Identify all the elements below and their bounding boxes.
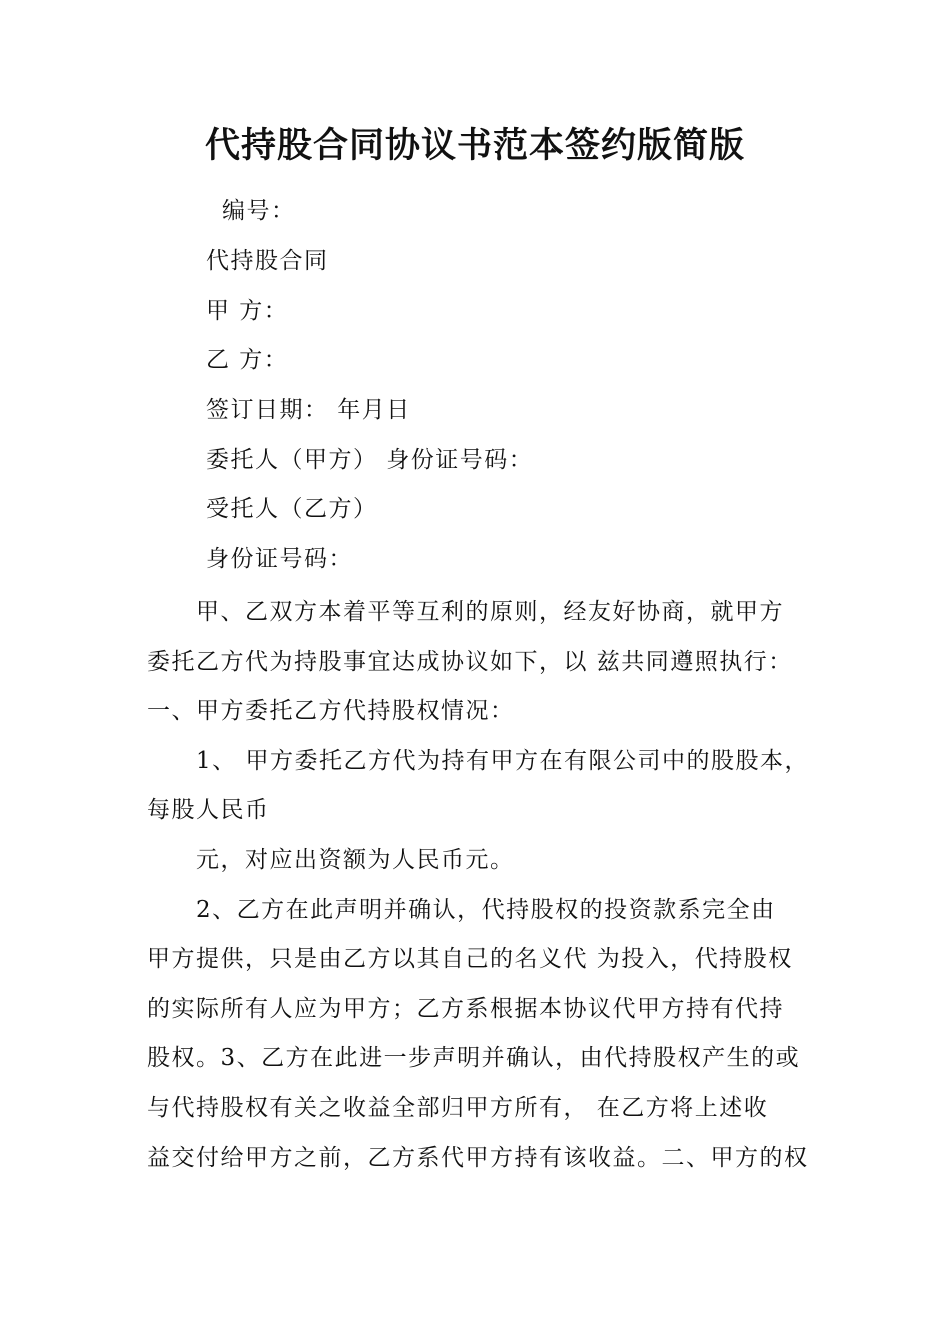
body-line: 每股人民币 — [147, 797, 270, 824]
body-line: 的实际所有人应为甲方；乙方系根据本协议代甲方持有代持 — [147, 995, 784, 1022]
body-line: 甲、乙双方本着平等互利的原则，经友好协商，就甲方 — [147, 599, 784, 625]
contract-type-label: 代持股合同 — [206, 248, 329, 274]
party-a-label: 甲 方： — [206, 298, 289, 324]
body-line: 股权。3、乙方在此进一步声明并确认，由代持股权产生的或 — [147, 1045, 801, 1072]
body-line: 2、乙方在此声明并确认，代持股权的投资款系完全由 — [147, 896, 776, 923]
trustee-label: 受托人（乙方） — [206, 496, 378, 522]
body-line: 益交付给甲方之前，乙方系代甲方持有该收益。二、甲方的权 — [147, 1144, 809, 1171]
body-line: 与代持股权有关之收益全部归甲方所有， 在乙方将上述收 — [147, 1094, 769, 1121]
body-line: 1、 甲方委托乙方代为持有甲方在有限公司中的股股本， — [147, 747, 809, 774]
id-number-label: 身份证号码： — [206, 546, 353, 572]
body-line: 元，对应出资额为人民币元。 — [147, 846, 515, 873]
signing-date-label: 签订日期： 年月日 — [206, 397, 411, 423]
section-heading: 一、甲方委托乙方代持股权情况： — [147, 698, 515, 725]
party-b-label: 乙 方： — [206, 347, 289, 373]
body-line: 委托乙方代为持股事宜达成协议如下，以 兹共同遵照执行： — [147, 648, 793, 675]
contract-body — [147, 588, 817, 1183]
body-line: 甲方提供，只是由乙方以其自己的名义代 为投入，代持股权 — [147, 946, 793, 973]
document-title: 代持股合同协议书范本签约版简版 — [204, 125, 745, 166]
contract-number-label: 编号： — [222, 198, 296, 224]
principal-id-label: 委托人（甲方） 身份证号码： — [206, 447, 534, 473]
